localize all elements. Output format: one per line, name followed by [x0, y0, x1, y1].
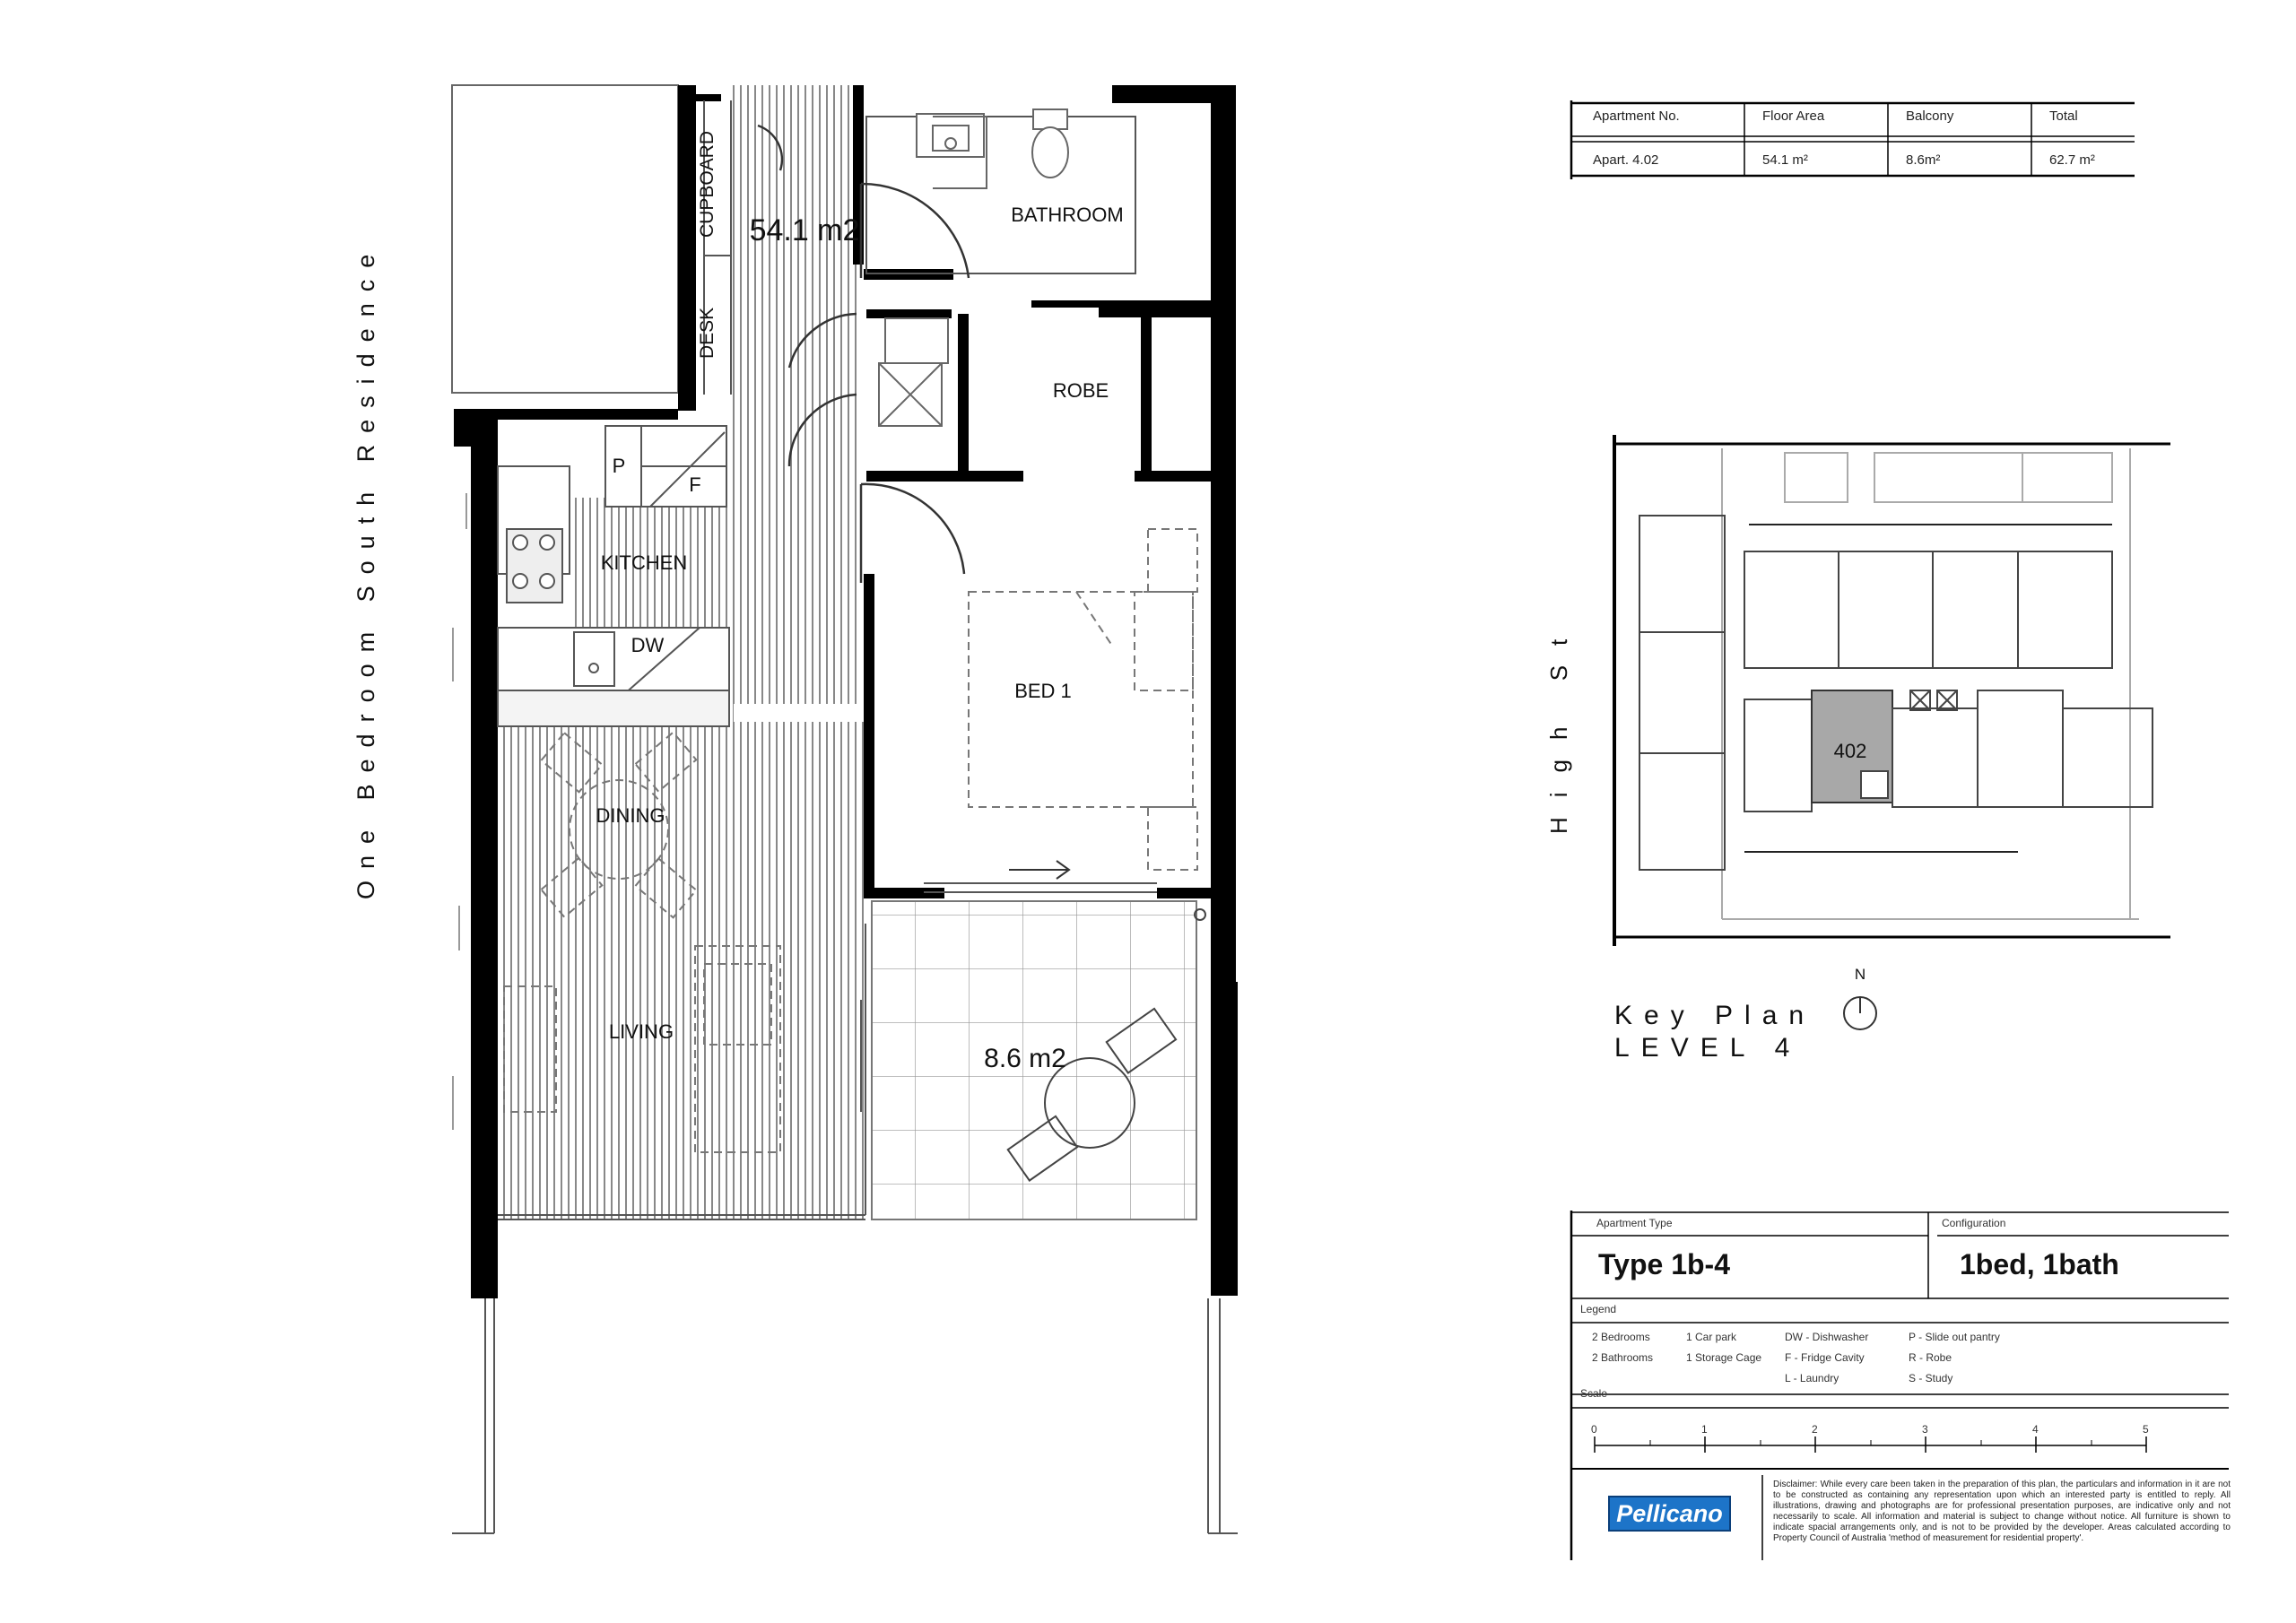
scale-tick-0: 0 [1591, 1423, 1597, 1436]
key-plan-title: Key Plan [1614, 1001, 1816, 1030]
scale-tick-2: 2 [1812, 1423, 1818, 1436]
summary-floor-area: 54.1 m² [1762, 152, 1808, 168]
bathroom-fixtures [879, 109, 1068, 426]
summary-header-total: Total [2049, 108, 2078, 124]
label-internal-area: 54.1 m2 [749, 213, 860, 247]
window-arrow [1009, 861, 1069, 879]
label-dining: DINING [596, 804, 665, 827]
configuration-label: Configuration [1942, 1217, 2006, 1229]
legend-item: P - Slide out pantry [1909, 1331, 2000, 1343]
street-label: High St [1545, 619, 1572, 834]
key-plan-drawing [1614, 435, 2170, 1029]
scale-label: Scale [1580, 1387, 1608, 1400]
pellicano-logo: Pellicano [1608, 1496, 1731, 1532]
label-balcony-area: 8.6 m2 [984, 1044, 1066, 1073]
legend-label: Legend [1580, 1303, 1617, 1315]
summary-header-floor: Floor Area [1762, 108, 1825, 124]
summary-header-apartment: Apartment No. [1593, 108, 1680, 124]
legend-item: F - Fridge Cavity [1785, 1351, 1865, 1364]
label-dishwasher: DW [631, 634, 665, 656]
label-cupboard: CUPBOARD [697, 130, 718, 238]
legend-item: 1 Car park [1686, 1331, 1737, 1343]
side-title: One Bedroom South Residence [352, 242, 379, 899]
summary-balcony: 8.6m² [1906, 152, 1941, 168]
label-bed: BED 1 [1014, 680, 1072, 702]
adjacent-building [452, 85, 678, 393]
scale-tick-4: 4 [2032, 1423, 2039, 1436]
scale-tick-1: 1 [1701, 1423, 1708, 1436]
summary-apartment: Apart. 4.02 [1593, 152, 1659, 168]
disclaimer-text: Disclaimer: While every care been taken in the preparation of this plan, the particulars and information in it are not to be constructed as containing any representation upon which an interested party is entitled to reply. All illustrations, drawing and photographs are for professional presentation purposes, are indicative only and not necessarily to scale. All information and material is subject to change without notice. All furniture is shown to indicate spacial arrangements only, and is not to be provided by the developer. Areas calculated according to Property Council of Australia 'method of measurement for residential property'. [1773, 1480, 2231, 1543]
label-robe: ROBE [1052, 379, 1109, 402]
label-kitchen: KITCHEN [600, 551, 688, 574]
legend-item: 2 Bedrooms [1592, 1331, 1650, 1343]
key-plan-unit: 402 [1833, 740, 1867, 762]
legend-item: 1 Storage Cage [1686, 1351, 1762, 1364]
left-elevation-marks [453, 493, 466, 1130]
apartment-type-label: Apartment Type [1596, 1217, 1673, 1229]
label-living: LIVING [608, 1020, 674, 1043]
legend-item: L - Laundry [1785, 1372, 1839, 1384]
key-plan-level: LEVEL 4 [1614, 1033, 1802, 1063]
legend-item: DW - Dishwasher [1785, 1331, 1869, 1343]
label-bathroom: BATHROOM [1011, 204, 1124, 226]
legend-item: R - Robe [1909, 1351, 1952, 1364]
summary-total: 62.7 m² [2049, 152, 2095, 168]
legend-item: S - Study [1909, 1372, 1953, 1384]
label-pantry: P [612, 455, 626, 477]
configuration-value: 1bed, 1bath [1960, 1248, 2119, 1280]
north-letter: N [1854, 966, 1866, 983]
label-fridge: F [689, 473, 701, 496]
scale-tick-5: 5 [2143, 1423, 2149, 1436]
scale-tick-3: 3 [1922, 1423, 1928, 1436]
bedroom-furniture [969, 529, 1197, 870]
legend-item: 2 Bathrooms [1592, 1351, 1654, 1364]
apartment-type-value: Type 1b-4 [1598, 1248, 1730, 1280]
summary-header-balcony: Balcony [1906, 108, 1954, 124]
label-desk: DESK [697, 307, 718, 359]
